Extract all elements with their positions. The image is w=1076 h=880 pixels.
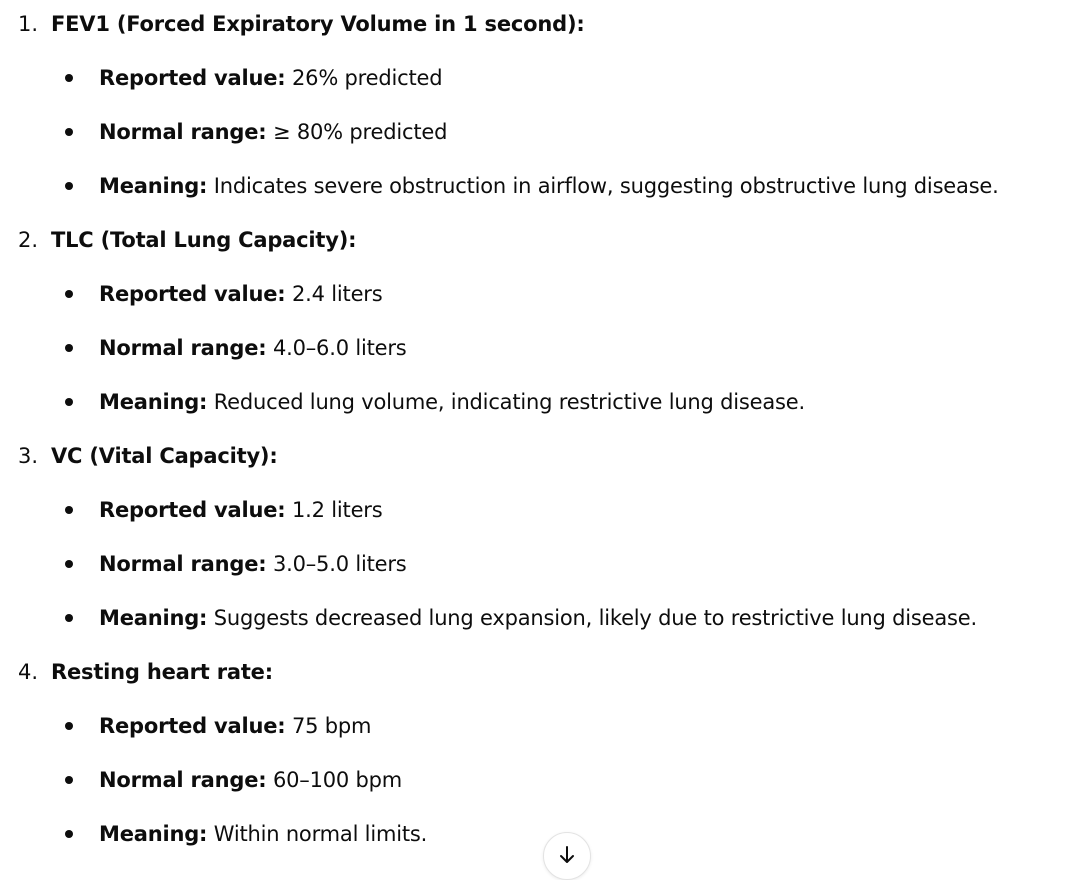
list-item-number: 1. (18, 12, 39, 36)
bullet-label: Normal range: (99, 768, 267, 792)
bullet-dot (65, 74, 73, 82)
list-item-title: Resting heart rate: (51, 660, 273, 684)
bullet-value: 60–100 bpm (266, 768, 403, 792)
bullet-dot (65, 290, 73, 298)
bullet-value: 26% predicted (285, 66, 443, 90)
bullet-dot (65, 614, 73, 622)
bullet-dot (65, 344, 73, 352)
bullet-value: 3.0–5.0 liters (266, 552, 407, 576)
scroll-to-bottom-button[interactable] (543, 832, 591, 880)
bullet-dot (65, 398, 73, 406)
list-item-title: TLC (Total Lung Capacity): (51, 228, 357, 252)
list-item-number: 2. (18, 228, 39, 252)
bullet-label: Meaning: (99, 390, 208, 414)
bullet-label: Normal range: (99, 336, 267, 360)
bullet-label: Meaning: (99, 822, 208, 846)
bullet-dot (65, 722, 73, 730)
bullet-dot (65, 560, 73, 568)
arrow-down-icon (557, 845, 577, 865)
bullet-dot (65, 128, 73, 136)
bullet-value: Indicates severe obstruction in airflow, suggesting obstructive lung disease. (207, 174, 999, 198)
bullet-label: Reported value: (99, 714, 286, 738)
bullet-dot (65, 830, 73, 838)
list-item-title: FEV1 (Forced Expiratory Volume in 1 second): (51, 12, 585, 36)
bullet-dot (65, 776, 73, 784)
bullet-label: Normal range: (99, 552, 267, 576)
bullet-value: ≥ 80% predicted (266, 120, 448, 144)
bullet-value: 75 bpm (285, 714, 372, 738)
bullet-value: Reduced lung volume, indicating restrictive lung disease. (207, 390, 805, 414)
bullet-value: 4.0–6.0 liters (266, 336, 407, 360)
list-item-number: 4. (18, 660, 39, 684)
bullet-value: 2.4 liters (285, 282, 383, 306)
bullet-label: Meaning: (99, 606, 208, 630)
bullet-label: Reported value: (99, 66, 286, 90)
bullet-value: Within normal limits. (207, 822, 428, 846)
list-item-number: 3. (18, 444, 39, 468)
list-item-title: VC (Vital Capacity): (51, 444, 278, 468)
bullet-dot (65, 506, 73, 514)
bullet-label: Normal range: (99, 120, 267, 144)
bullet-value: Suggests decreased lung expansion, likely due to restrictive lung disease. (207, 606, 977, 630)
bullet-label: Reported value: (99, 282, 286, 306)
bullet-label: Reported value: (99, 498, 286, 522)
bullet-label: Meaning: (99, 174, 208, 198)
bullet-dot (65, 182, 73, 190)
bullet-value: 1.2 liters (285, 498, 383, 522)
